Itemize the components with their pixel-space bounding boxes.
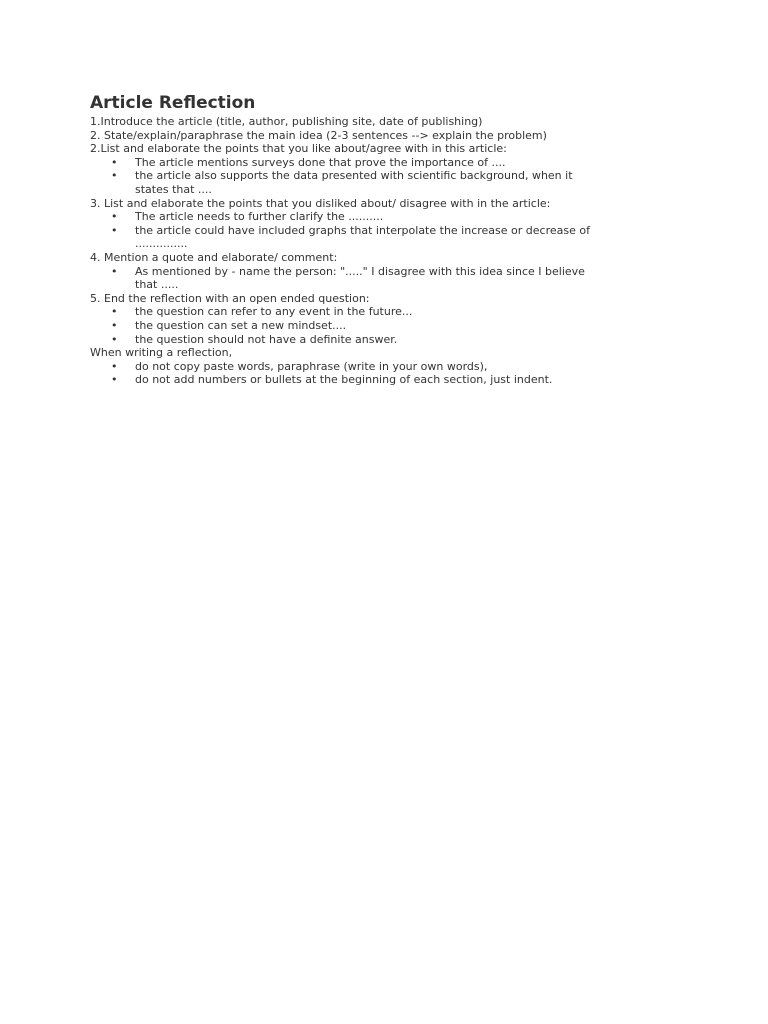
bullet-icon: • (111, 169, 118, 183)
list-item-text: the question should not have a definite answer. (135, 332, 398, 346)
list-item-text: the question can set a new mindset.... (135, 318, 347, 332)
bullet-list-agree-points (90, 156, 610, 197)
section-heading-quote: 4. Mention a quote and elaborate/ comment: (90, 250, 338, 264)
bullet-list-disagree-points (90, 210, 610, 251)
bullet-icon: • (111, 373, 118, 387)
list-item-text: the question can refer to any event in the future... (135, 305, 413, 319)
bullet-icon: • (111, 223, 118, 237)
list-item (90, 156, 590, 170)
list-item (90, 319, 590, 333)
list-item (90, 373, 590, 387)
bullet-icon: • (111, 359, 118, 373)
list-item (90, 360, 590, 374)
bullet-icon: • (111, 264, 118, 278)
document-page (90, 92, 610, 387)
section-heading-writing-tips: When writing a reflection, (90, 346, 233, 360)
bullet-icon: • (111, 332, 118, 346)
section-heading-main-idea: 2. State/explain/paraphrase the main idea (2-3 sentences --> explain the problem) (90, 128, 547, 142)
list-item (90, 265, 590, 292)
list-item-text: The article mentions surveys done that prove the importance of .... (135, 155, 506, 169)
section-heading-disagree-points: 3. List and elaborate the points that you disliked about/ disagree with in the article: (90, 196, 551, 210)
list-item (90, 224, 590, 251)
list-item-text: the article also supports the data presented with scientific background, when it states that .... (135, 169, 573, 196)
list-item (90, 169, 590, 196)
list-item-text: do not add numbers or bullets at the beginning of each section, just indent. (135, 373, 553, 387)
document-title: Article Reflection (90, 93, 256, 113)
list-item (90, 333, 590, 347)
bullet-list-quote (90, 265, 610, 292)
list-item-text: The article needs to further clarify the .......... (135, 210, 384, 224)
bullet-icon: • (111, 210, 118, 224)
list-item (90, 305, 590, 319)
list-item-text: the article could have included graphs that interpolate the increase or decrease of ............... (135, 223, 590, 251)
list-item-text: As mentioned by - name the person: "....." I disagree with this idea since I believe that ..... (135, 264, 585, 292)
list-item-text: do not copy paste words, paraphrase (write in your own words), (135, 359, 488, 373)
bullet-icon: • (111, 305, 118, 319)
bullet-list-writing-tips (90, 360, 610, 387)
section-heading-open-question: 5. End the reflection with an open ended question: (90, 291, 370, 305)
bullet-icon: • (111, 318, 118, 332)
section-heading-agree-points: 2.List and elaborate the points that you like about/agree with in this article: (90, 142, 507, 156)
bullet-icon: • (111, 155, 118, 169)
bullet-list-open-question (90, 305, 610, 346)
section-heading-introduce: 1.Introduce the article (title, author, publishing site, date of publishing) (90, 115, 483, 128)
list-item (90, 210, 590, 224)
